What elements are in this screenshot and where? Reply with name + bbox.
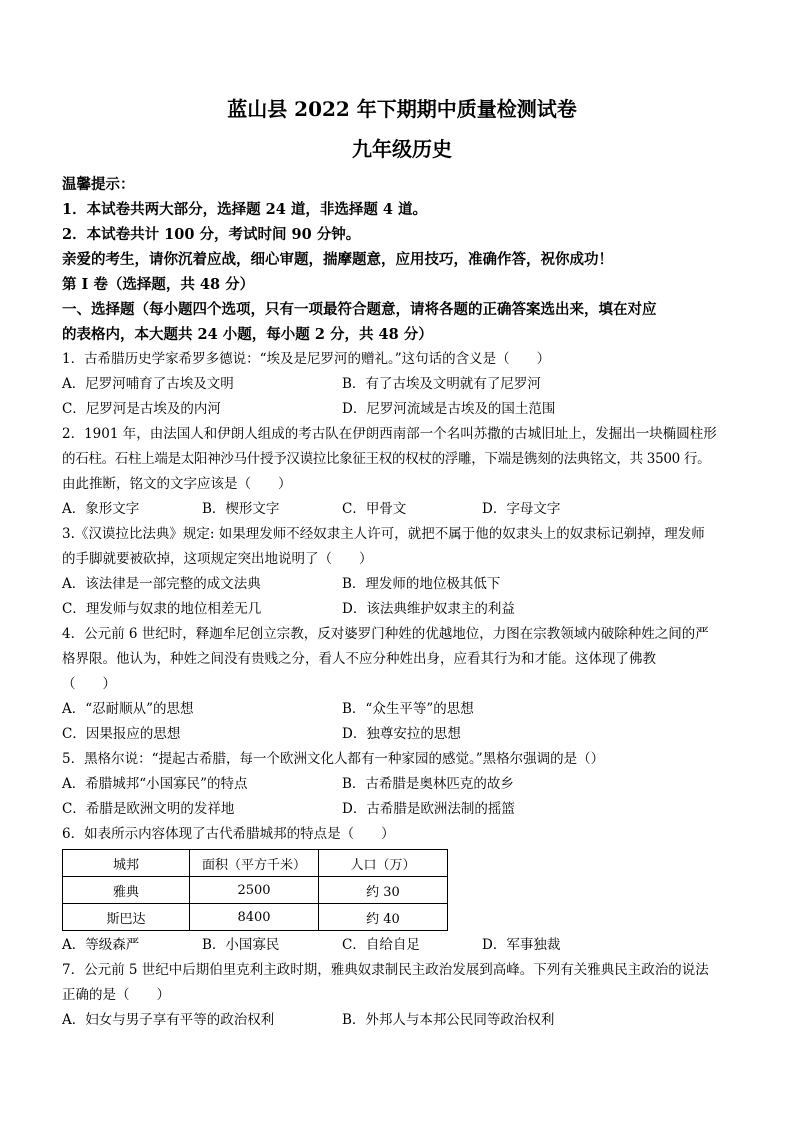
question-3-line-1: 3.《汉谟拉比法典》规定: 如果理发师不经奴隶主人许可，就把不属于他的奴隶头上的奴隶标记剃掉，理发师	[62, 526, 705, 542]
question-6-stem: 6．如表所示内容体现了古代希腊城邦的特点是（ ）	[62, 826, 395, 842]
part-heading: 第 I 卷（选择题，共 48 分）	[62, 276, 255, 293]
q1-option-a: A．尼罗河哺育了古埃及文明	[62, 376, 234, 392]
q4-option-a: A．“忍耐顺从”的思想	[62, 701, 194, 717]
q5-option-b: B．古希腊是奥林匹克的故乡	[342, 776, 514, 792]
q5-option-d: D．古希腊是欧洲法制的摇篮	[342, 801, 515, 817]
table-cell: 约 40	[319, 904, 448, 931]
question-2-options	[62, 497, 742, 522]
question-7-line-2: 正确的是（ ）	[62, 987, 170, 1003]
table-header-cell: 人口（万）	[319, 850, 448, 877]
question-4-line-3: （ ）	[62, 676, 116, 692]
question-1-options-row-2	[62, 397, 742, 422]
table-row	[63, 877, 448, 904]
question-5-stem: 5．黑格尔说：“提起古希腊，每一个欧洲文化人都有一种家园的感觉。”黑格尔强调的是（）	[62, 751, 605, 767]
q1-option-b: B．有了古埃及文明就有了尼罗河	[342, 376, 541, 392]
section-instructions-1: 一、选择题（每小题四个选项，只有一项最符合题意，请将各题的正确答案选出来，填在对应	[62, 301, 657, 318]
question-1-options-row-1	[62, 372, 742, 397]
q5-option-c: C．希腊是欧洲文明的发祥地	[62, 801, 235, 817]
question-3-options-row-2	[62, 597, 742, 622]
question-5-options-row-2	[62, 797, 742, 822]
note-2: 2．本试卷共计 100 分，考试时间 90 分钟。	[62, 226, 361, 243]
exam-page	[62, 96, 742, 1033]
question-2-line-2: 的石柱。石柱上端是太阳神沙马什授予汉谟拉比象征王权的权杖的浮雕，下端是镌刻的法典铭文，共 3500 行。	[62, 451, 711, 467]
question-4-options-row-2	[62, 722, 742, 747]
question-4-options-row-1	[62, 697, 742, 722]
table-header-cell: 面积（平方千米）	[190, 850, 319, 877]
exam-title: 蓝山县 2022 年下期期中质量检测试卷	[227, 97, 577, 121]
note-3: 亲爱的考生，请你沉着应战，细心审题，揣摩题意，应用技巧，准确作答，祝你成功！	[62, 251, 613, 268]
q4-option-c: C．因果报应的思想	[62, 726, 181, 742]
q3-option-a: A．该法律是一部完整的成文法典	[62, 576, 261, 592]
question-3-line-2: 的手脚就要被砍掉，这项规定突出地说明了（ ）	[62, 551, 373, 567]
question-2-line-1: 2．1901 年，由法国人和伊朗人组成的考古队在伊朗西南部一个名叫苏撒的古城旧址上，发掘出一块椭圆柱形	[62, 426, 717, 442]
q3-option-c: C．理发师与奴隶的地位相差无几	[62, 601, 262, 617]
question-1-stem: 1．古希腊历史学家希罗多德说：“埃及是尼罗河的赠礼。”这句话的含义是（ ）	[62, 351, 551, 367]
q2-option-d: D．字母文字	[482, 501, 561, 517]
table-row	[63, 904, 448, 931]
q6-option-b: B．小国寡民	[202, 937, 280, 953]
city-state-table	[62, 849, 448, 931]
q7-option-b: B．外邦人与本邦公民同等政治权利	[342, 1012, 555, 1028]
question-4-line-2: 格界限。他认为，种姓之间没有贵贱之分，看人不应分种姓出身，应看其行为和才能。这体现了佛教	[62, 651, 656, 667]
question-7-options-row-1	[62, 1008, 742, 1033]
table-header-row	[63, 850, 448, 877]
note-1: 1．本试卷共两大部分，选择题 24 道，非选择题 4 道。	[62, 201, 428, 218]
q4-option-b: B．“众生平等”的思想	[342, 701, 474, 717]
table-cell: 雅典	[63, 877, 190, 904]
q6-option-d: D．军事独裁	[482, 937, 561, 953]
table-cell: 斯巴达	[63, 904, 190, 931]
q4-option-d: D．独尊安拉的思想	[342, 726, 461, 742]
table-header-cell: 城邦	[63, 850, 190, 877]
q3-option-b: B．理发师的地位极其低下	[342, 576, 501, 592]
q5-option-a: A．希腊城邦“小国寡民”的特点	[62, 776, 248, 792]
question-6-options	[62, 933, 742, 958]
q6-option-c: C．自给自足	[342, 937, 420, 953]
q1-option-c: C．尼罗河是古埃及的内河	[62, 401, 221, 417]
question-2-line-3: 由此推断，铭文的文字应该是（ ）	[62, 476, 292, 492]
q2-option-a: A．象形文字	[62, 501, 140, 517]
question-3-options-row-1	[62, 572, 742, 597]
table-cell: 约 30	[319, 877, 448, 904]
q7-option-a: A．妇女与男子享有平等的政治权利	[62, 1012, 275, 1028]
question-7-line-1: 7．公元前 5 世纪中后期伯里克利主政时期，雅典奴隶制民主政治发展到高峰。下列有关雅典民主政治的说法	[62, 962, 709, 978]
q1-option-d: D．尼罗河流域是古埃及的国土范围	[342, 401, 556, 417]
q2-option-b: B．楔形文字	[202, 501, 280, 517]
question-4-line-1: 4．公元前 6 世纪时，释迦牟尼创立宗教，反对婆罗门种姓的优越地位，力图在宗教领域内破除种姓之间的严	[62, 626, 709, 642]
q2-option-c: C．甲骨文	[342, 501, 407, 517]
section-instructions-2: 的表格内，本大题共 24 小题，每小题 2 分，共 48 分）	[62, 326, 433, 343]
q3-option-d: D．该法典维护奴隶主的利益	[342, 601, 515, 617]
q6-option-a: A．等级森严	[62, 937, 140, 953]
notes-heading: 温馨提示：	[62, 176, 135, 193]
table-cell: 8400	[190, 904, 319, 931]
exam-subtitle: 九年级历史	[352, 137, 452, 161]
question-5-options-row-1	[62, 772, 742, 797]
table-cell: 2500	[190, 877, 319, 904]
